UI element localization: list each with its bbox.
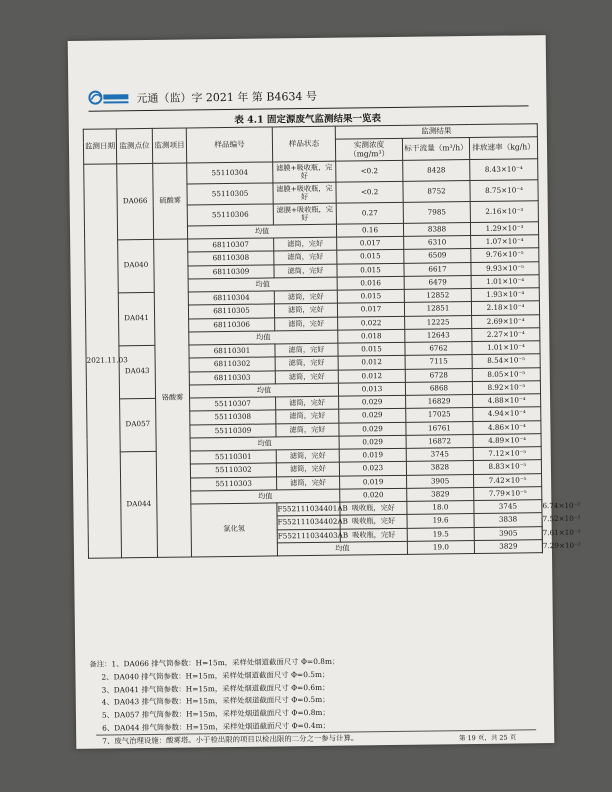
concentration-cell: 0.029: [339, 408, 406, 422]
concentration-cell: 0.015: [337, 263, 404, 277]
col-header-sample-state: 样品状态: [272, 126, 335, 162]
col-header-rate: 排放速率（kg/h）: [469, 137, 537, 160]
avg-concentration-cell: 0.013: [338, 382, 405, 395]
col-header-point: 监测点位: [116, 128, 152, 163]
sample-state-cell: 滤筒，完好: [275, 356, 338, 370]
sample-state-cell: 滤膜+吸收瓶，完好: [273, 203, 336, 225]
point-cell: DA041: [118, 292, 155, 345]
avg-concentration-cell: 0.016: [337, 276, 404, 289]
rate-cell: 2.18×10⁻⁴: [471, 301, 539, 315]
sample-state-cell: 滤筒，完好: [274, 264, 337, 278]
flow-cell: 6310: [404, 235, 471, 249]
sample-state-cell: 滤筒，完好: [274, 250, 337, 264]
sample-no-cell: 68110306: [189, 317, 275, 332]
sample-state-cell: 滤筒，完好: [275, 370, 338, 384]
flow-cell: 6617: [404, 262, 471, 276]
avg-concentration-cell: 0.029: [339, 435, 406, 448]
average-label-cell: 均值: [189, 330, 338, 344]
concentration-cell: 0.012: [338, 355, 405, 369]
sample-no-cell: 55110303: [191, 476, 277, 491]
avg-concentration-cell: 0.020: [340, 488, 407, 501]
sample-no-cell: 55110301: [190, 449, 276, 464]
sample-no-cell: 55110302: [190, 463, 276, 478]
point-cell: DA040: [118, 239, 155, 292]
col-header-item: 监测项目: [152, 128, 186, 163]
concentration-cell: 0.019: [339, 448, 406, 462]
sample-state-cell: 滤膜+吸收瓶，完好: [273, 182, 336, 204]
sample-state-cell: 滤筒，完好: [277, 476, 340, 490]
flow-cell: 16829: [406, 394, 473, 408]
flow-cell: 6762: [405, 341, 472, 355]
sample-state-cell: 滤筒，完好: [276, 423, 339, 437]
concentration-cell: 0.019: [340, 475, 407, 489]
sample-no-cell: 68110304: [188, 290, 274, 305]
company-logo: [88, 88, 130, 107]
rate-cell: 2.16×10⁻³: [470, 201, 538, 223]
emission-results-table: [83, 123, 581, 558]
concentration-cell: 19.6: [407, 514, 474, 528]
col-header-date: 监测日期: [83, 129, 116, 164]
average-label-cell: 均值: [190, 436, 339, 450]
remark-line: 5、DA057 排气筒参数：H=15m，采样处烟道截面尺寸 Φ=0.8m；: [101, 707, 330, 720]
avg-rate-cell: 1.01×10⁻⁴: [471, 275, 539, 288]
avg-flow-cell: 12643: [405, 329, 472, 342]
avg-rate-cell: 1.29×10⁻³: [470, 222, 538, 235]
sample-state-cell: 滤筒，完好: [276, 409, 339, 423]
concentration-cell: 0.017: [337, 302, 404, 316]
sample-no-cell: 55110304: [187, 162, 273, 184]
avg-rate-cell: 2.27×10⁻⁴: [472, 328, 540, 341]
rate-cell: 4.86×10⁻⁴: [473, 420, 541, 434]
document-page: [68, 35, 581, 749]
rate-cell: 7.42×10⁻⁵: [474, 473, 542, 487]
sample-no-cell: F552111034401AB: [277, 502, 340, 516]
flow-cell: 6509: [404, 249, 471, 263]
flow-cell: 7115: [405, 355, 472, 369]
average-label-cell: 均值: [277, 541, 407, 555]
sample-no-cell: 68110308: [188, 251, 274, 266]
col-header-sample-no: 样品编号: [186, 127, 272, 163]
avg-flow-cell: 6479: [404, 276, 471, 289]
sample-state-cell: 滤膜+吸收瓶，完好: [273, 161, 336, 183]
rate-cell: 1.93×10⁻⁴: [471, 287, 539, 301]
item-cell: 硫酸雾: [153, 163, 188, 239]
flow-cell: 3745: [474, 499, 542, 513]
flow-cell: 3905: [474, 526, 542, 540]
sample-state-cell: 滤筒，完好: [274, 237, 337, 251]
concentration-cell: 0.029: [339, 395, 406, 409]
average-label-cell: 均值: [191, 489, 340, 503]
sample-no-cell: 68110309: [188, 264, 274, 279]
sample-no-cell: 55110307: [190, 396, 276, 411]
concentration-cell: 0.015: [338, 342, 405, 356]
rate-cell: 1.01×10⁻⁴: [472, 340, 540, 354]
rate-cell: 2.69×10⁻⁴: [472, 314, 540, 328]
col-header-flow: 标干流量（m³/h）: [402, 138, 469, 161]
point-cell: DA043: [119, 345, 156, 398]
concentration-cell: 19.5: [407, 527, 474, 541]
average-label-cell: 均值: [187, 224, 336, 238]
avg-flow-cell: 6868: [405, 382, 472, 395]
sample-state-cell: 滤筒，完好: [275, 343, 338, 357]
rate-cell: 9.76×10⁻⁵: [471, 248, 539, 262]
point-cell: DA044: [120, 451, 157, 557]
concentration-cell: 0.012: [338, 369, 405, 383]
point-cell: DA057: [120, 398, 157, 451]
avg-flow-cell: 16872: [406, 435, 473, 448]
concentration-cell: 0.27: [336, 202, 403, 224]
sample-state-cell: 吸收瓶，完好: [340, 528, 407, 542]
sample-no-cell: 55110305: [187, 183, 273, 205]
sample-state-cell: 吸收瓶，完好: [340, 514, 407, 528]
remark-line: 7、废气治理设施：酸雾塔。小于检出限的项目以检出限的二分之一参与计算。: [102, 733, 359, 746]
table-body: [84, 159, 581, 558]
avg-concentration-cell: 0.16: [336, 223, 403, 236]
avg-concentration-cell: 19.0: [407, 541, 474, 554]
sample-state-cell: 滤筒，完好: [275, 317, 338, 331]
sample-no-cell: 68110303: [189, 370, 275, 385]
sample-state-cell: 滤筒，完好: [276, 396, 339, 410]
sample-state-cell: 滤筒，完好: [276, 462, 339, 476]
col-header-conc: 实测浓度（mg/m³）: [335, 138, 402, 161]
col-header-results: 监测结果: [335, 124, 537, 139]
avg-concentration-cell: 0.018: [338, 329, 405, 342]
sample-no-cell: 68110301: [189, 343, 275, 358]
sample-no-cell: 68110302: [189, 357, 275, 372]
sample-no-cell: 68110305: [188, 304, 274, 319]
flow-cell: 8428: [403, 160, 470, 182]
rate-cell: 8.05×10⁻⁵: [472, 367, 540, 381]
flow-cell: 3838: [474, 513, 542, 527]
sample-no-cell: 68110307: [188, 237, 274, 252]
rate-cell: 8.43×10⁻⁴: [470, 159, 538, 181]
avg-rate-cell: 4.89×10⁻⁴: [473, 434, 541, 447]
flow-cell: 6728: [405, 368, 472, 382]
concentration-cell: <0.2: [336, 160, 403, 182]
sample-no-cell: F552111034403AB: [277, 529, 340, 543]
rate-cell: 1.07×10⁻⁴: [471, 234, 539, 248]
rate-cell: 8.75×10⁻⁴: [470, 180, 538, 202]
item-cell: 铬酸雾: [154, 238, 192, 556]
rate-cell: 9.93×10⁻⁵: [471, 261, 539, 275]
rate-cell: 7.12×10⁻⁵: [473, 446, 541, 460]
flow-cell: 12852: [404, 288, 471, 302]
sample-no-cell: 55110309: [190, 423, 276, 438]
item-cell: 氯化氢: [191, 502, 278, 556]
sample-no-cell: 55110308: [190, 410, 276, 425]
avg-rate-cell: 8.92×10⁻⁵: [472, 381, 540, 394]
concentration-cell: 18.0: [407, 500, 474, 514]
rate-cell: 4.94×10⁻⁴: [473, 407, 541, 421]
report-number: 元通（监）字 2021 年 第 B4634 号: [136, 89, 318, 106]
flow-cell: 16761: [406, 421, 473, 435]
flow-cell: 8752: [403, 181, 470, 203]
point-cell: DA066: [117, 163, 154, 239]
concentration-cell: <0.2: [336, 181, 403, 203]
page-footer: 第 19 页，共 25 页: [458, 733, 517, 743]
concentration-cell: 0.022: [338, 316, 405, 330]
concentration-cell: 0.023: [339, 461, 406, 475]
remark-line: 备注：1、DA066 排气筒参数：H=15m，采样处烟道截面尺寸 Φ=0.8m；: [89, 656, 340, 669]
flow-cell: 3828: [406, 461, 473, 475]
remark-line: 4、DA043 排气筒参数：H=15m，采样处烟道截面尺寸 Φ=0.5m；: [101, 695, 330, 707]
monitoring-date-cell: 2021.11.03: [84, 164, 122, 558]
flow-cell: 17025: [406, 408, 473, 422]
avg-rate-cell: 7.79×10⁻⁵: [474, 487, 542, 500]
sample-no-cell: 55110306: [187, 204, 273, 226]
flow-cell: 12225: [405, 315, 472, 329]
avg-flow-cell: 3829: [407, 488, 474, 501]
rate-cell: 8.83×10⁻⁵: [473, 460, 541, 474]
flow-cell: 3905: [407, 474, 474, 488]
sample-state-cell: 滤筒，完好: [276, 449, 339, 463]
concentration-cell: 0.015: [337, 249, 404, 263]
flow-cell: 12851: [404, 302, 471, 316]
remark-line: 2、DA040 排气筒参数：H=15m，采样处烟道截面尺寸 Φ=0.5m；: [101, 669, 330, 682]
concentration-cell: 0.015: [337, 289, 404, 303]
avg-flow-cell: 8388: [403, 223, 470, 236]
flow-cell: 3745: [406, 447, 473, 461]
table-title: 表 4.1 固定源废气监测结果一览表: [234, 113, 382, 126]
sample-state-cell: 滤筒，完好: [274, 303, 337, 317]
rate-cell: 4.88×10⁻⁴: [473, 393, 541, 407]
sample-state-cell: 吸收瓶，完好: [340, 501, 407, 515]
avg-flow-cell: 3829: [474, 540, 542, 553]
rate-cell: 8.54×10⁻⁵: [472, 354, 540, 368]
flow-cell: 7985: [403, 202, 470, 224]
average-label-cell: 均值: [189, 383, 338, 397]
concentration-cell: 0.029: [339, 422, 406, 436]
sample-no-cell: F552111034402AB: [277, 515, 340, 529]
average-label-cell: 均值: [188, 277, 337, 291]
sample-state-cell: 滤筒，完好: [274, 290, 337, 304]
remark-line: 3、DA041 排气筒参数：H=15m，采样处烟道截面尺寸 Φ=0.6m；: [101, 682, 330, 695]
concentration-cell: 0.017: [337, 236, 404, 250]
remark-line: 6、DA044 排气筒参数：H=15m，采样处烟道截面尺寸 Φ=0.4m；: [102, 720, 331, 733]
